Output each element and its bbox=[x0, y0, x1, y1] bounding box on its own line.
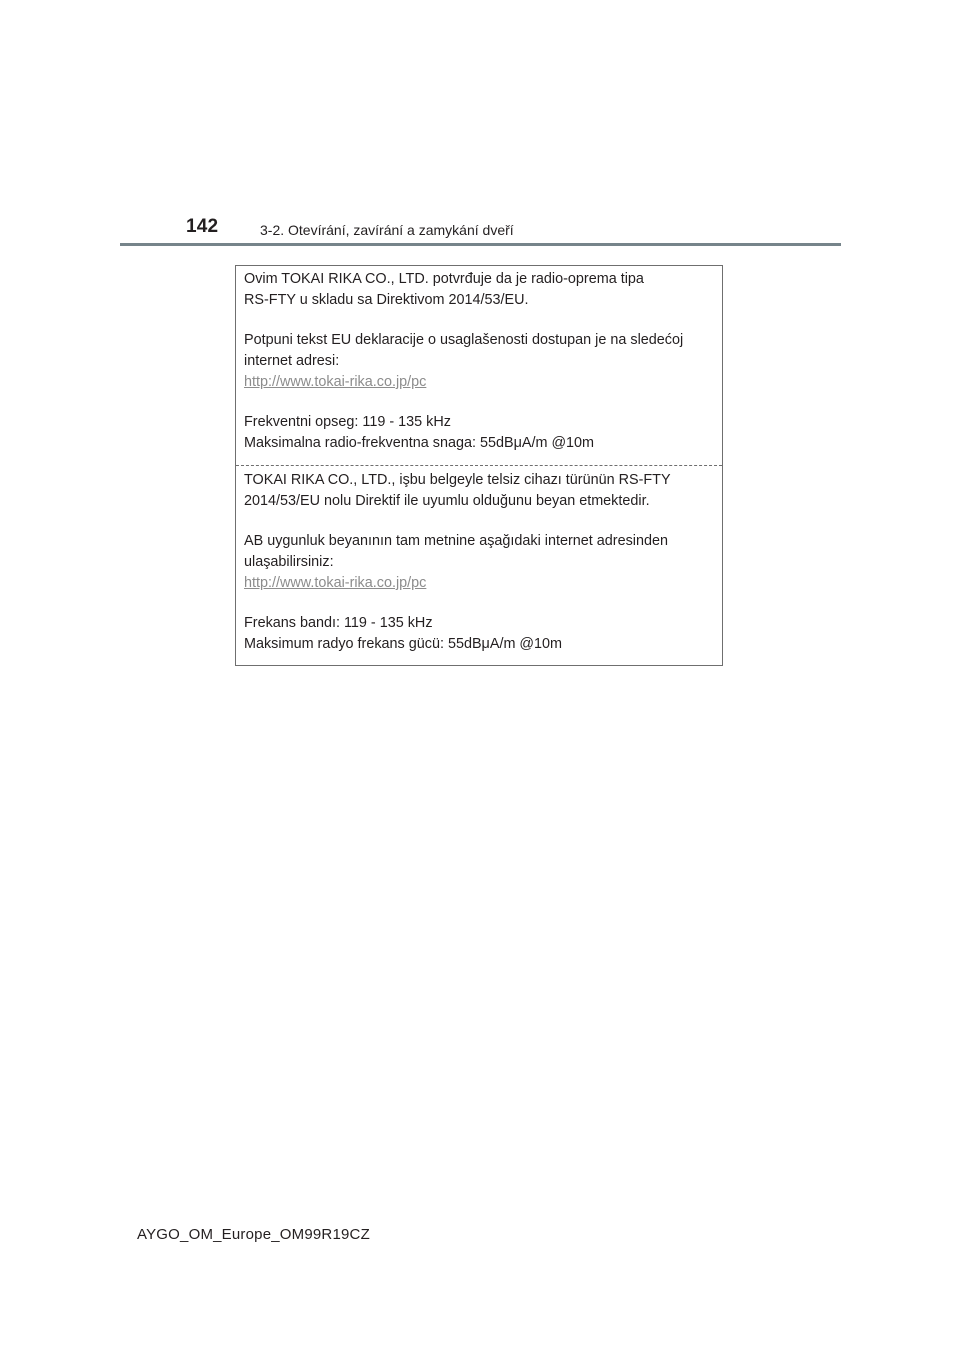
turkish-declaration-line-2: 2014/53/EU nolu Direktif ile uyumlu olduğunu beyan etmektedir. bbox=[244, 493, 650, 509]
radio-equipment-notice-box bbox=[235, 265, 723, 666]
serbian-declaration bbox=[244, 269, 714, 311]
serbian-declaration-line-2: RS-FTY u skladu sa Direktivom 2014/53/EU. bbox=[244, 292, 529, 308]
turkish-declaration-line-1: TOKAI RIKA CO., LTD., işbu belgeyle telsiz cihazı türünün RS-FTY bbox=[244, 472, 671, 488]
serbian-frequency: Frekventni opseg: 119 - 135 kHz bbox=[244, 414, 451, 430]
turkish-fulltext-line-1: AB uygunluk beyanının tam metnine aşağıdaki internet adresinden bbox=[244, 533, 668, 549]
page-number: 142 bbox=[186, 216, 219, 237]
turkish-url-link[interactable]: http://www.tokai-rika.co.jp/pc bbox=[244, 575, 427, 591]
turkish-frequency: Frekans bandı: 119 - 135 kHz bbox=[244, 615, 433, 631]
turkish-power: Maksimum radyo frekans gücü: 55dBμA/m @10m bbox=[244, 636, 563, 652]
turkish-notice bbox=[236, 466, 722, 655]
document-code: AYGO_OM_Europe_OM99R19CZ bbox=[137, 1226, 370, 1243]
turkish-specs bbox=[244, 613, 714, 655]
serbian-fulltext bbox=[244, 330, 714, 393]
turkish-declaration bbox=[244, 470, 714, 512]
serbian-fulltext-line-2: internet adresi: bbox=[244, 353, 340, 369]
section-title: 3-2. Otevírání, zavírání a zamykání dveří bbox=[260, 222, 514, 238]
header-rule bbox=[120, 243, 841, 246]
turkish-fulltext bbox=[244, 531, 714, 594]
turkish-fulltext-line-2: ulaşabilirsiniz: bbox=[244, 554, 334, 570]
serbian-fulltext-line-1: Potpuni tekst EU deklaracije o usaglašenosti dostupan je na sledećoj bbox=[244, 332, 684, 348]
serbian-declaration-line-1: Ovim TOKAI RIKA CO., LTD. potvrđuje da je radio-oprema tipa bbox=[244, 271, 644, 287]
serbian-specs bbox=[244, 412, 714, 454]
serbian-url-link[interactable]: http://www.tokai-rika.co.jp/pc bbox=[244, 374, 427, 390]
serbian-power: Maksimalna radio-frekventna snaga: 55dBμA/m @10m bbox=[244, 435, 595, 451]
serbian-notice bbox=[236, 266, 722, 465]
